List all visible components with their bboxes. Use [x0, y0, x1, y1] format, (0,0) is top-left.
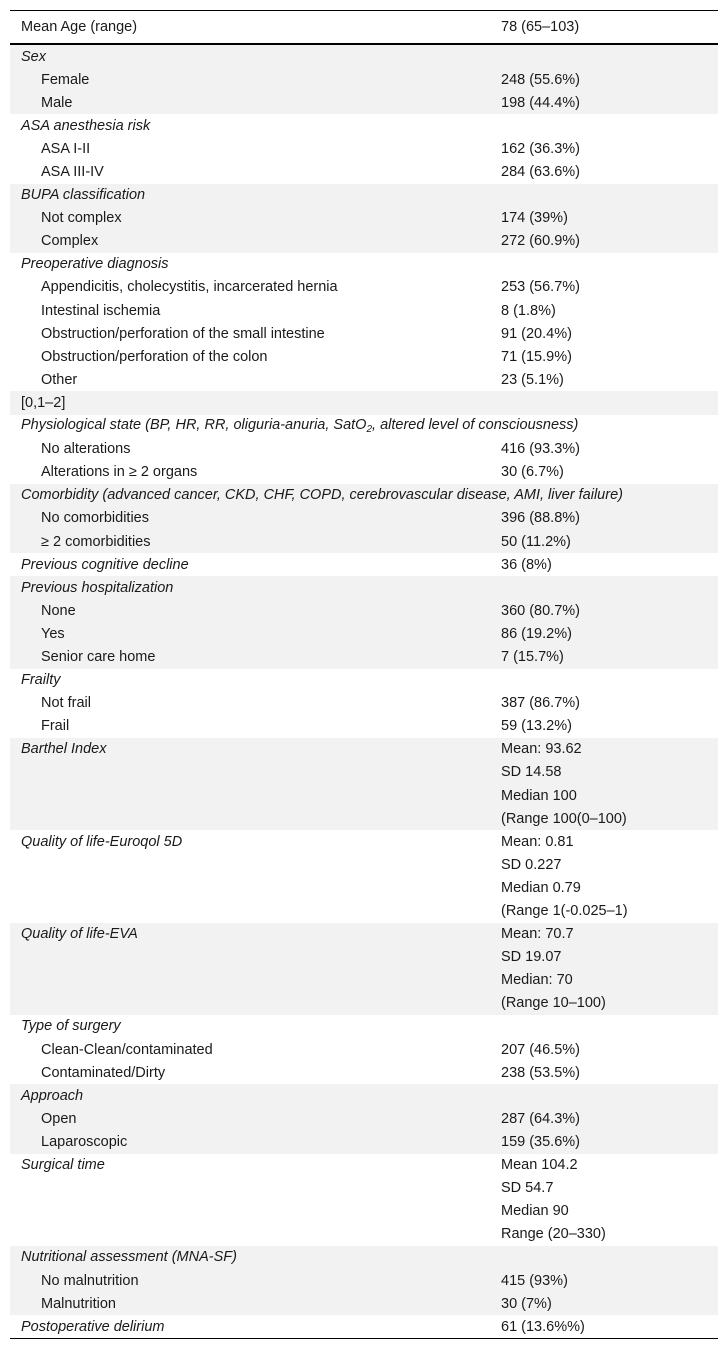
row-value: 387 (86.7%): [501, 695, 580, 712]
table-row: [10, 1015, 718, 1038]
row-value: (Range 1(-0.025–1): [501, 903, 628, 920]
row-label-text: Barthel Index: [21, 741, 107, 758]
row-value: 71 (15.9%): [501, 348, 572, 365]
row-value: Mean 104.2: [501, 1157, 578, 1174]
row-label: [10, 417, 579, 436]
row-value: 159 (35.6%): [501, 1133, 580, 1150]
row-label: [10, 187, 501, 203]
table-row: [10, 1084, 718, 1107]
row-value: Mean: 0.81: [501, 833, 574, 850]
row-label: [10, 1111, 501, 1127]
row-label-text: ASA anesthesia risk: [21, 117, 151, 134]
table-row: [10, 969, 718, 992]
row-label: [10, 49, 501, 65]
table-row: [10, 1246, 718, 1269]
row-label-text: Obstruction/perforation of the colon: [41, 348, 268, 365]
row-value: 396 (88.8%): [501, 510, 580, 527]
row-label: [10, 557, 501, 573]
row-value: SD 54.7: [501, 1180, 554, 1197]
table-row: [10, 368, 718, 391]
row-label: [10, 834, 501, 850]
row-label-text: Obstruction/perforation of the small intestine: [41, 325, 325, 342]
table-row: [10, 1130, 718, 1153]
row-label-text: Comorbidity (advanced cancer, CKD, CHF, COPD, cerebrovascular disease, AMI, liver failure): [21, 487, 623, 504]
table-row: [10, 68, 718, 91]
table-row: [10, 230, 718, 253]
row-value: (Range 100(0–100): [501, 810, 627, 827]
table-row: [10, 91, 718, 114]
row-label-text: Previous cognitive decline: [21, 556, 189, 573]
table-header: [10, 11, 718, 45]
table-row: [10, 992, 718, 1015]
table-row: [10, 1223, 718, 1246]
table-row: [10, 507, 718, 530]
row-value: 8 (1.8%): [501, 302, 556, 319]
row-label-text: Laparoscopic: [41, 1133, 128, 1150]
row-label-text: Quality of life-Euroqol 5D: [21, 833, 183, 850]
table-row: [10, 553, 718, 576]
table-row: [10, 622, 718, 645]
row-label-text: Complex: [41, 233, 99, 250]
table-row: [10, 692, 718, 715]
row-label-text: Sex: [21, 48, 46, 65]
row-value: 30 (7%): [501, 1295, 552, 1312]
table-row: [10, 253, 718, 276]
row-label-text: Nutritional assessment (MNA-SF): [21, 1249, 237, 1266]
row-value: 238 (53.5%): [501, 1064, 580, 1081]
row-value: 91 (20.4%): [501, 325, 572, 342]
row-label: [10, 1319, 501, 1335]
row-label: [10, 926, 501, 942]
row-label-text: Frailty: [21, 672, 61, 689]
row-label-text: ASA I-II: [41, 140, 91, 157]
row-value: SD 14.58: [501, 764, 562, 781]
row-value: 253 (56.7%): [501, 279, 580, 296]
table-row: [10, 1061, 718, 1084]
row-label-text: Clean-Clean/contaminated: [41, 1041, 213, 1058]
row-label: [10, 1065, 501, 1081]
row-label: [10, 1018, 501, 1034]
row-label-text: Open: [41, 1110, 77, 1127]
table-row: [10, 761, 718, 784]
row-label-text: Intestinal ischemia: [41, 302, 161, 319]
table-row: [10, 876, 718, 899]
header-value: 78 (65–103): [501, 19, 580, 35]
row-value: 416 (93.3%): [501, 441, 580, 458]
table-row: [10, 669, 718, 692]
row-value: 86 (19.2%): [501, 625, 572, 642]
table-row: [10, 576, 718, 599]
table-row: [10, 830, 718, 853]
table-row: [10, 1292, 718, 1315]
table-body: [10, 45, 718, 1338]
row-value: SD 19.07: [501, 949, 562, 966]
row-label: [10, 649, 501, 665]
row-value: 36 (8%): [501, 556, 552, 573]
table-row: [10, 738, 718, 761]
row-label-text: Other: [41, 371, 78, 388]
row-label: [10, 326, 501, 342]
row-label-text: Quality of life-EVA: [21, 926, 138, 943]
row-label-text: ≥ 2 comorbidities: [41, 533, 151, 550]
row-label-text: No malnutrition: [41, 1272, 139, 1289]
table-row: [10, 391, 718, 414]
row-label: [10, 464, 501, 480]
row-label: [10, 233, 501, 249]
row-label-text: Not complex: [41, 210, 122, 227]
row-label: [10, 534, 501, 550]
row-label: [10, 580, 501, 596]
row-label: [10, 695, 501, 711]
row-value: 207 (46.5%): [501, 1041, 580, 1058]
table-row: [10, 530, 718, 553]
row-label-text: ASA III-IV: [41, 164, 104, 181]
table-row: [10, 438, 718, 461]
row-label: [10, 487, 623, 504]
row-label-tail: , altered level of consciousness): [372, 417, 579, 434]
row-label-text: Contaminated/Dirty: [41, 1064, 166, 1081]
row-value: 23 (5.1%): [501, 371, 564, 388]
row-label-text: Male: [41, 94, 73, 111]
table-row: [10, 784, 718, 807]
row-value: Median 0.79: [501, 879, 581, 896]
row-value: 287 (64.3%): [501, 1110, 580, 1127]
table-row: [10, 1269, 718, 1292]
row-label-text: Type of surgery: [21, 1018, 121, 1035]
header-label: Mean Age (range): [21, 19, 138, 35]
table-row: [10, 184, 718, 207]
row-label: [10, 1273, 501, 1289]
row-label-text: Postoperative delirium: [21, 1318, 165, 1335]
table-row: [10, 114, 718, 137]
row-value: 272 (60.9%): [501, 233, 580, 250]
row-label-text: Senior care home: [41, 648, 156, 665]
table-row: [10, 461, 718, 484]
row-label-text: Physiological state (BP, HR, RR, oliguria-anuria, SatO: [21, 417, 367, 434]
table-row: [10, 1107, 718, 1130]
row-value: Mean: 93.62: [501, 741, 582, 758]
row-label-subscript: 2: [366, 424, 373, 436]
row-value: 7 (15.7%): [501, 648, 564, 665]
table-row: [10, 160, 718, 183]
row-label: [10, 441, 501, 457]
table-row: [10, 853, 718, 876]
row-label: [10, 210, 501, 226]
table-row: [10, 645, 718, 668]
row-value: 198 (44.4%): [501, 94, 580, 111]
row-value: SD 0.227: [501, 856, 562, 873]
row-label-text: Female: [41, 71, 90, 88]
row-value: 61 (13.6%%): [501, 1318, 585, 1335]
row-label: [10, 672, 501, 688]
table-row: [10, 137, 718, 160]
row-label: [10, 741, 501, 757]
row-value: 59 (13.2%): [501, 718, 572, 735]
row-value: 415 (93%): [501, 1272, 568, 1289]
row-value: Median: 70: [501, 972, 573, 989]
row-label-text: Previous hospitalization: [21, 579, 174, 596]
row-label: [10, 372, 501, 388]
row-value: 248 (55.6%): [501, 71, 580, 88]
row-label: [10, 1088, 501, 1104]
row-label-text: Malnutrition: [41, 1295, 116, 1312]
row-label: [10, 141, 501, 157]
row-label: [10, 510, 501, 526]
row-label: [10, 72, 501, 88]
row-label-text: No alterations: [41, 441, 131, 458]
row-value: 50 (11.2%): [501, 533, 571, 550]
table-row: [10, 946, 718, 969]
row-label: [10, 395, 501, 411]
table-row: [10, 299, 718, 322]
row-label: [10, 603, 501, 619]
table-row: [10, 1200, 718, 1223]
row-label: [10, 349, 501, 365]
row-label: [10, 256, 501, 272]
data-table: [10, 10, 718, 1339]
row-value: Median 100: [501, 787, 577, 804]
row-label-text: BUPA classification: [21, 187, 146, 204]
table-row: [10, 415, 718, 438]
row-label: [10, 118, 501, 134]
row-label: [10, 303, 501, 319]
row-label-text: [0,1–2]: [21, 394, 66, 411]
row-label: [10, 1134, 501, 1150]
row-label-text: Preoperative diagnosis: [21, 256, 169, 273]
row-value: 284 (63.6%): [501, 164, 580, 181]
row-label: [10, 718, 501, 734]
row-label-text: Frail: [41, 718, 70, 735]
row-value: Median 90: [501, 1203, 569, 1220]
table-row: [10, 322, 718, 345]
row-label-text: Appendicitis, cholecystitis, incarcerated hernia: [41, 279, 338, 296]
row-value: (Range 10–100): [501, 995, 606, 1012]
row-label: [10, 1157, 501, 1173]
table-row: [10, 807, 718, 830]
row-label: [10, 1249, 501, 1265]
row-label-text: Surgical time: [21, 1157, 105, 1174]
row-label-text: No comorbidities: [41, 510, 149, 527]
table-row: [10, 484, 718, 507]
table-row: [10, 276, 718, 299]
table-row: [10, 899, 718, 922]
row-label-text: None: [41, 602, 76, 619]
table-row: [10, 715, 718, 738]
row-label: [10, 164, 501, 180]
row-label: [10, 626, 501, 642]
row-label: [10, 1042, 501, 1058]
row-label-text: Yes: [41, 625, 65, 642]
table-row: [10, 345, 718, 368]
row-label-text: Alterations in ≥ 2 organs: [41, 464, 198, 481]
table-row: [10, 599, 718, 622]
table-row: [10, 923, 718, 946]
table-row: [10, 207, 718, 230]
row-label: [10, 1296, 501, 1312]
row-value: Mean: 70.7: [501, 926, 574, 943]
table-row: [10, 1177, 718, 1200]
row-label: [10, 95, 501, 111]
row-value: 174 (39%): [501, 210, 568, 227]
table-row: [10, 45, 718, 68]
table-row: [10, 1038, 718, 1061]
row-value: 162 (36.3%): [501, 140, 580, 157]
row-value: 30 (6.7%): [501, 464, 564, 481]
table-row: [10, 1315, 718, 1338]
row-label-text: Not frail: [41, 695, 91, 712]
row-value: 360 (80.7%): [501, 602, 580, 619]
row-value: Range (20–330): [501, 1226, 606, 1243]
table-row: [10, 1154, 718, 1177]
row-label-text: Approach: [21, 1087, 84, 1104]
row-label: [10, 279, 501, 295]
